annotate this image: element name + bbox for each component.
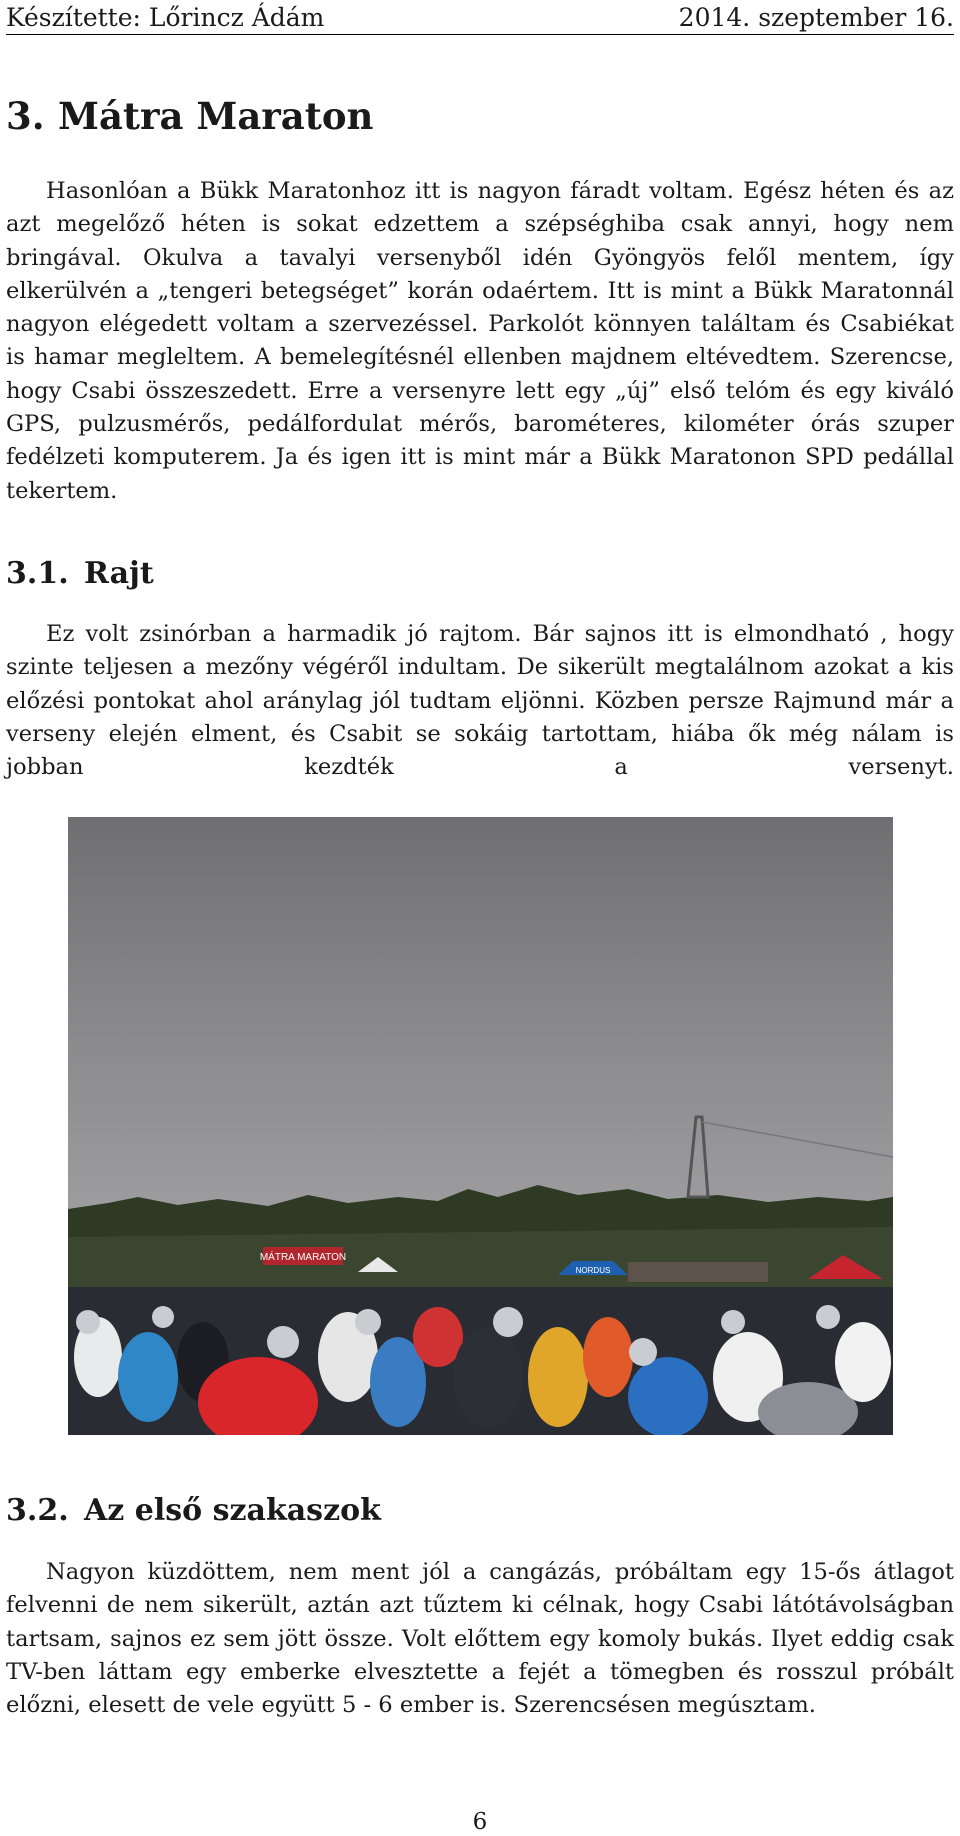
tent-text: NORDUS	[575, 1266, 611, 1275]
first-stages-text: Nagyon küzdöttem, nem ment jól a cangázás, próbáltam egy 15-ős átlagot felvenni de nem sikerült, aztán azt tűztem ki célnak, hogy Csabi látótávolságban tartsam, sajnos ez sem jött össze. Volt előttem egy komoly bukás. Ilyet eddig csak TV-ben láttam egy emberke elvesztette a fejét a tömegben és rosszul próbált előzni, elesett de vele együtt 5 - 6 ember is. Szerencsésen megúsztam.	[6, 1559, 954, 1719]
page-header	[6, 2, 954, 35]
header-author: Készítette: Lőrincz Ádám	[6, 3, 325, 32]
section-heading	[6, 94, 373, 138]
subsection-title: Az első szakaszok	[84, 1493, 381, 1528]
subsection-number: 3.1.	[6, 556, 69, 591]
rajt-text: Ez volt zsinórban a harmadik jó rajtom. Bár sajnos itt is elmondható , hogy szinte teljesen a mezőny végéről indultam. De sikerült megtalálnom azokat a kis előzési pontokat ahol aránylag jól tudtam eljönni. Közben persze Rajmund már a verseny elején elment, és Csabit se sokáig tartottam, hiába ők még nálam is jobban kezdték a versenyt.	[6, 621, 954, 781]
section-title: Mátra Maraton	[58, 94, 374, 138]
first-stages-paragraph	[6, 1556, 954, 1722]
intro-text: Hasonlóan a Bükk Maratonhoz itt is nagyon fáradt voltam. Egész héten és az azt megelőző héten is sokat edzettem a szépséghiba csak annyi, hogy nem bringával. Okulva a tavalyi versenyből idén Gyöngyös felől mentem, így elkerülvén a „tengeri betegséget” korán odaértem. Itt is mint a Bükk Maratonnál nagyon elégedett voltam a szervezéssel. Parkolót könnyen találtam és Csabiékat is hamar megleltem. A bemelegítésnél ellenben majdnem eltévedtem. Szerencse, hogy Csabi összeszedett. Erre a versenyre lett egy „új” első telóm és egy kiváló GPS, pulzusmérős, pedálfordulat mérős, barométeres, kilométer órás szuper fedélzeti komputerem. Ja és igen itt is mint már a Bükk Maratonon SPD pedállal tekertem.	[6, 178, 954, 504]
section-number: 3.	[6, 94, 45, 138]
header-date: 2014. szeptember 16.	[678, 3, 954, 32]
subsection-number: 3.2.	[6, 1493, 69, 1528]
page-number: 6	[472, 1809, 488, 1835]
race-start-photo	[68, 817, 893, 1435]
rajt-paragraph	[6, 618, 954, 818]
banner-text: MÁTRA MARATON	[259, 1252, 347, 1263]
subsection-heading-first-stages	[6, 1492, 381, 1530]
subsection-title: Rajt	[84, 556, 154, 591]
subsection-heading-rajt	[6, 555, 154, 593]
intro-paragraph	[6, 175, 954, 541]
